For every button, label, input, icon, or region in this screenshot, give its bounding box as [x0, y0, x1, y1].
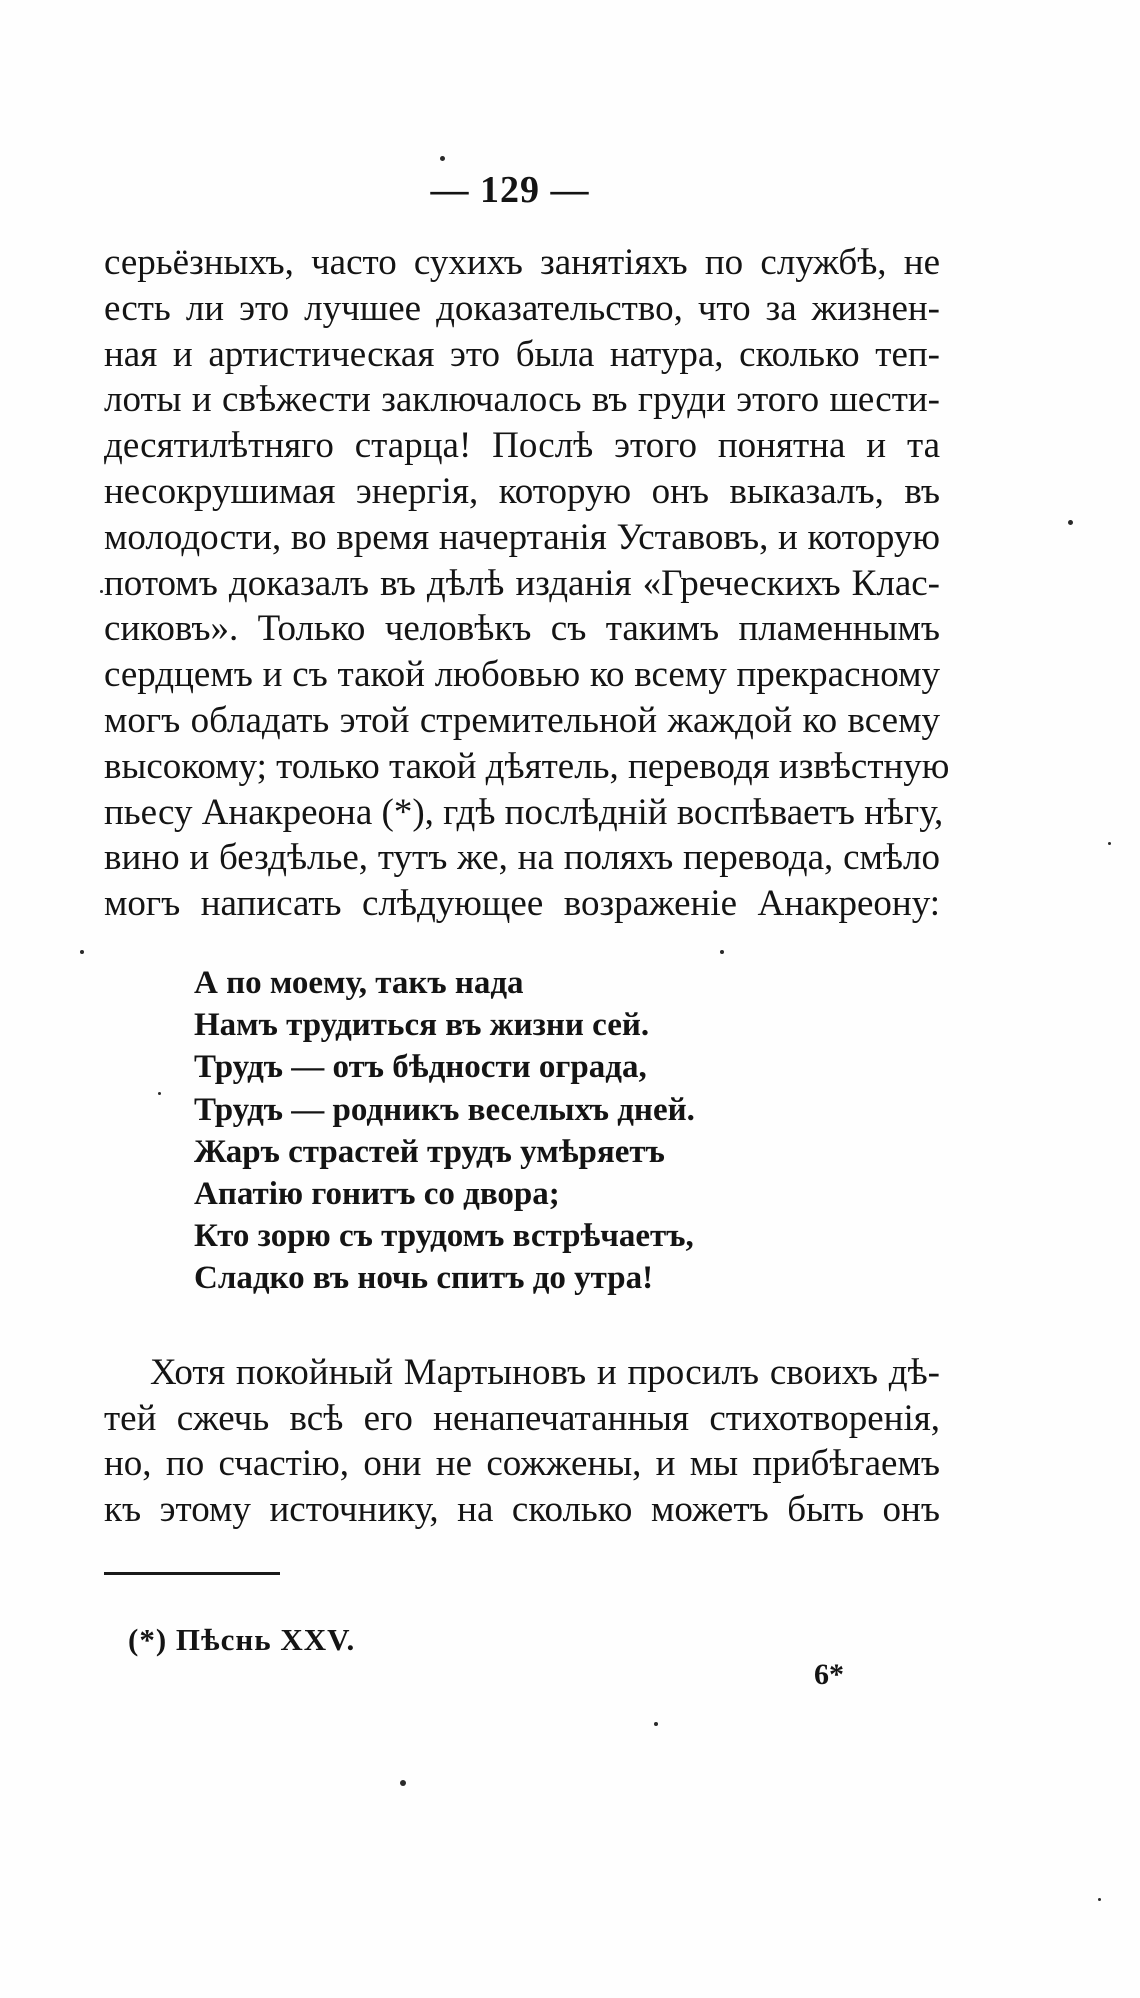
scan-speck — [400, 1780, 406, 1786]
text-line: серьёзныхъ, часто сухихъ занятіяхъ по службѣ, не — [104, 242, 940, 283]
paragraph-1 — [104, 240, 950, 927]
scan-speck — [158, 1092, 161, 1095]
text-line: ная и артистическая это была натура, сколько теп- — [104, 333, 940, 375]
text-line: вино и бездѣлье, тутъ же, на поляхъ перевода, смѣло — [104, 837, 940, 879]
footnote-divider — [104, 1572, 280, 1575]
poem-verse: Жаръ страстей трудъ умѣряетъ — [194, 1133, 665, 1170]
poem-verse: А по моему, такъ нада — [194, 965, 524, 1001]
paragraph-2 — [104, 1350, 940, 1532]
signature-mark: 6* — [814, 1658, 844, 1691]
poem-verse: Трудъ — родникъ веселыхъ дней. — [194, 1091, 695, 1128]
poem-verse: Намъ трудиться въ жизни сей. — [194, 1007, 650, 1044]
scan-speck — [1098, 1898, 1101, 1901]
footnote: (*) Пѣснь XXV. — [128, 1622, 356, 1657]
scan-speck — [100, 590, 103, 593]
text-line: но, по счастію, они не сожжены, и мы прибѣгаемъ — [104, 1443, 940, 1484]
text-line: десятилѣтняго старца! Послѣ этого понятна и та — [104, 425, 940, 467]
page-number: — 129 — — [430, 169, 590, 211]
text-line: сиковъ». Только человѣкъ съ такимъ пламеннымъ — [104, 608, 940, 650]
poem-verse: Кто зорю съ трудомъ встрѣчаетъ, — [194, 1218, 694, 1255]
text-line: сердцемъ и съ такой любовью ко всему прекрасному — [104, 654, 940, 696]
scan-speck — [1108, 842, 1111, 845]
poem-verse: Трудъ — отъ бѣдности ограда, — [194, 1049, 647, 1086]
text-line: могъ написать слѣдующее возраженіе Анакреону: — [104, 883, 940, 925]
text-line: къ этому источнику, на сколько можетъ быть онъ — [104, 1488, 940, 1530]
text-line: Хотя покойный Мартыновъ и просилъ своихъ дѣ- — [150, 1352, 940, 1393]
text-line: молодости, во время начертанія Уставовъ, и которую — [104, 516, 940, 558]
text-line: лоты и свѣжести заключалось въ груди этого шести- — [104, 379, 940, 421]
scan-speck — [720, 950, 724, 954]
text-line: высокому; только такой дѣятель, переводя извѣстную — [104, 745, 950, 787]
text-line: потомъ доказалъ въ дѣлѣ изданія «Греческихъ Клас- — [104, 562, 940, 604]
text-line: тей сжечь всѣ его ненапечатанныя стихотворенія, — [104, 1397, 940, 1439]
scan-speck — [80, 950, 84, 954]
scan-speck — [440, 156, 445, 161]
scan-speck — [654, 1722, 658, 1726]
poem-verse: Апатію гонитъ со двора; — [194, 1176, 560, 1213]
text-line: есть ли это лучшее доказательство, что за жизнен- — [104, 287, 940, 329]
poem-verse: Сладко въ ночь спитъ до утра! — [194, 1260, 654, 1297]
poem-block — [194, 962, 754, 1300]
scan-speck — [1068, 520, 1073, 525]
text-line: могъ обладать этой стремительной жаждой ко всему — [104, 699, 940, 741]
text-line: пьесу Анакреона (*), гдѣ послѣдній воспѣваетъ нѣгу, — [104, 791, 944, 833]
text-line: несокрушимая энергія, которую онъ выказалъ, въ — [104, 470, 940, 512]
